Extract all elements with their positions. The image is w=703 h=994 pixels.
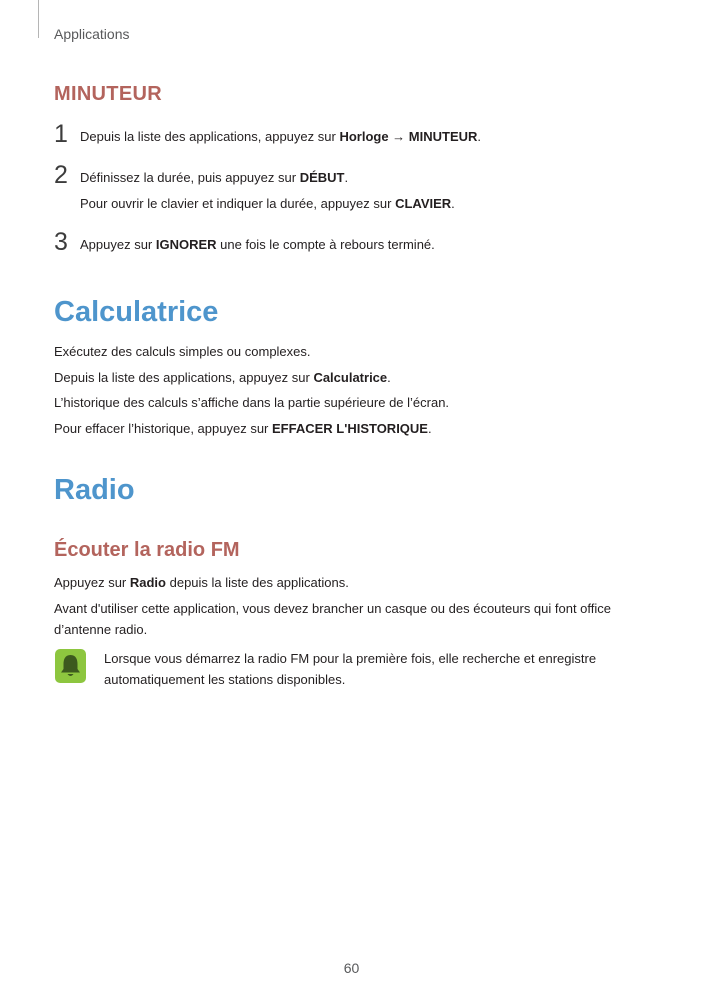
radio-body: Appuyez sur Radio depuis la liste des applications. Avant d'utiliser cette application, vous devez brancher un casque ou des écouteurs qui font office d’antenne radio. bbox=[54, 575, 612, 637]
step-text: Définissez la durée, puis appuyez sur DÉBUT. Pour ouvrir le clavier et indiquer la durée, appuyez sur CLAVIER. bbox=[80, 170, 455, 211]
minuteur-heading: MINUTEUR bbox=[54, 83, 162, 105]
calculatrice-body: Exécutez des calculs simples ou complexes. Depuis la liste des applications, appuyez sur Calculatrice. L’historique des calculs s’affiche dans la partie supérieure de l’écran. Pour effacer l’historique, appuyez sur EFFACER L'HISTORIQUE. bbox=[54, 344, 450, 436]
radio-heading: Radio bbox=[54, 474, 135, 506]
step-number: 2 bbox=[54, 161, 68, 189]
bell-icon bbox=[54, 648, 87, 684]
step-text: Appuyez sur IGNORER une fois le compte à rebours terminé. bbox=[80, 237, 435, 252]
page-number: 60 bbox=[343, 960, 360, 976]
step-text: Depuis la liste des applications, appuyez sur Horloge → MINUTEUR. bbox=[80, 129, 482, 144]
radio-subheading: Écouter la radio FM bbox=[54, 539, 240, 561]
calculatrice-heading: Calculatrice bbox=[54, 296, 219, 328]
section-header: Applications bbox=[54, 26, 130, 42]
step-number: 1 bbox=[54, 120, 68, 148]
margin-rule bbox=[38, 0, 39, 38]
note-text: Lorsque vous démarrez la radio FM pour la première fois, elle recherche et enregistre automatiquement les stations disponibles. bbox=[104, 651, 597, 687]
step-number: 3 bbox=[54, 228, 68, 256]
